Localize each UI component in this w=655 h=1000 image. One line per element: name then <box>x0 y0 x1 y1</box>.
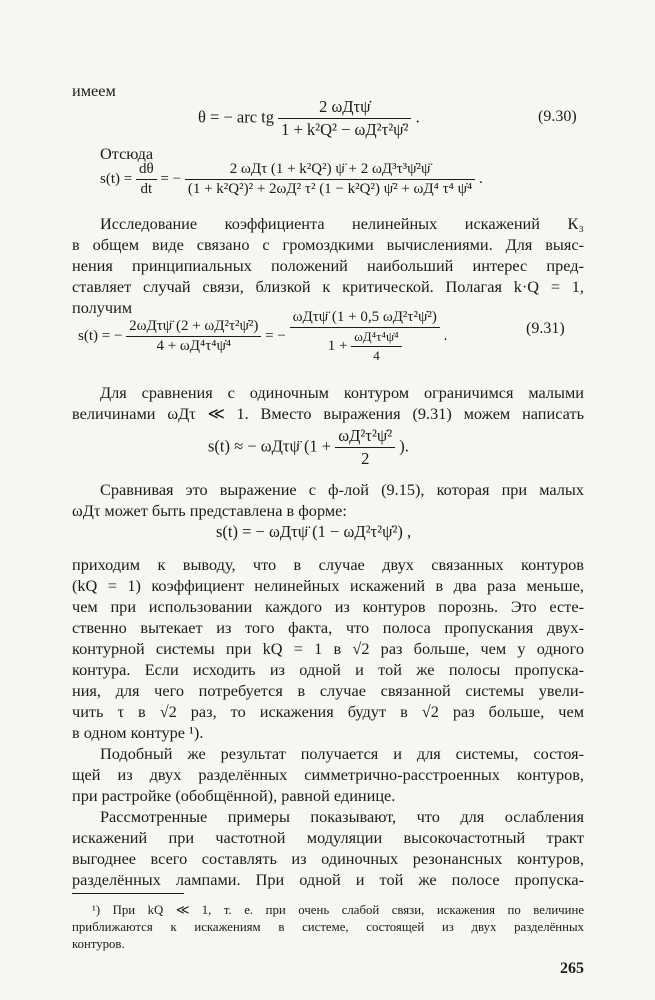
text-line: нения принципиальных положений наибольший интерес пред- <box>72 256 584 275</box>
text-line: имеем <box>72 81 116 100</box>
text-line: чить τ в √2 раз, то искажения будут в √2 раз больше, чем <box>72 702 584 721</box>
text-line: в общем виде связано с громоздкими вычислениями. Для выяс- <box>72 235 584 254</box>
text-line: контура. Если исходить из одной и той же полосы пропуска- <box>72 660 584 679</box>
eq-numerator: 2 ωДτψ̇ <box>278 97 411 119</box>
text-line: контурной системы при kQ = 1 в √2 раз больше, чем у одного <box>72 639 584 658</box>
text-line: ния, для чего потребуется в случае связанной системы увели- <box>72 681 584 700</box>
eq-numerator: 2 ωДτ (1 + k²Q²) ψ̈ + 2 ωД³τ³ψ̇²ψ̈ <box>185 161 475 180</box>
text-line: щей из двух разделённых симметрично-расстроенных контуров, <box>72 765 584 784</box>
eq-paren: (1 + <box>303 436 332 456</box>
text-line: величинами ωДτ ≪ 1. Вместо выражения (9.31) можем написать <box>72 404 584 423</box>
eq-operator: = − <box>160 170 182 187</box>
eq-lhs: s(t) = − <box>78 327 123 344</box>
text-line: приходим к выводу, что в случае двух связанных контуров <box>72 555 584 574</box>
eq-lhs: s(t) = <box>100 170 133 187</box>
page-number: 265 <box>560 960 584 977</box>
text-line: (kQ = 1) коэффициент нелинейных искажений в два раза меньше, <box>72 576 584 595</box>
text-line: выгоднее всего составлять из одиночных резонансных контуров, <box>72 849 584 868</box>
eq-denominator: 2 <box>361 449 370 468</box>
eq-term: 1 + <box>327 337 348 354</box>
eq-denominator <box>290 328 440 364</box>
eq-paren: ). <box>399 436 409 456</box>
eq-fraction <box>278 97 411 140</box>
eq-numerator: 2ωДτψ̈ (2 + ωД²τ²ψ̇²) <box>126 318 261 337</box>
text-line: Для сравнения с одиночным контуром ограничимся малыми <box>100 383 584 402</box>
text-line: ставляет случай связи, близкой к критической. Полагая k·Q = 1, <box>72 277 584 296</box>
eq-lhs: θ = − arc tg <box>198 107 274 127</box>
text-line: искажений при частотной модуляции высокочастотный тракт <box>72 828 584 847</box>
eq-fraction <box>126 318 261 355</box>
eq-numerator: dθ <box>136 161 157 180</box>
equation-9-31: s(t) = − $\frac{\text{2ωДτψ̈ (2 + ωД²τ²ψ̇²)}}{\text{4 + ωД⁴τ⁴ψ̇⁴}}$ = − ωДτψ̈ (1 + 0,5 ωД²τ²ψ̇²) 1 + $\frac{\text{ωД⁴τ⁴ψ̇⁴}}{4}$ . <box>78 309 448 363</box>
text-line: Отсюда <box>100 144 154 163</box>
text-line: ственно вытекает из того факта, что полоса пропускания двух- <box>72 618 584 637</box>
eq-fraction <box>136 161 157 198</box>
eq-fraction <box>335 426 395 469</box>
equation-form: s(t) = − ωДτψ̈ (1 − ωД²τ²ψ̇²) , <box>216 522 412 541</box>
text-line: при растройке (обобщённой), равной единице. <box>72 786 396 805</box>
eq-denominator: 1 + k²Q² − ωД²τ²ψ̇² <box>281 120 409 139</box>
equation-approx <box>208 426 409 469</box>
text-line: ωДτ может быть представлена в форме: <box>72 501 347 520</box>
equation-9-30: θ = − arc tg $\frac{\text{2 ωДτψ̇}}{\text{1 + k²Q² − ωД²τ²ψ̇²}}$ . <box>198 97 420 139</box>
text-line: Подобный же результат получается и для системы, состоя- <box>100 744 584 763</box>
footnote-line: контуров. <box>72 937 125 951</box>
equation-st: s(t) = $\frac{d\theta}{dt}$ = − $\frac{\text{2 ωДτ (1 + k²Q²) ψ̈ + 2 ωД³τ³ψ̇²ψ̈}}{\text{(1 + k²Q²)² + 2ωД² τ² (1 − k²Q²) ψ̇² + ωД⁴ τ⁴ ψ̇⁴}}$ . <box>100 161 483 197</box>
eq-fraction <box>185 161 475 198</box>
eq-fraction <box>351 329 401 364</box>
eq-numerator: ωДτψ̈ (1 + 0,5 ωД²τ²ψ̇²) <box>290 309 440 328</box>
text-line: Сравнивая это выражение с ф-лой (9.15), которая при малых <box>100 480 584 499</box>
eq-numerator: ωД²τ²ψ̇² <box>335 426 395 448</box>
text-line: Исследование коэффициента нелинейных искажений К₃ <box>100 214 584 233</box>
footnote-rule <box>72 893 184 894</box>
eq-denominator: (1 + k²Q²)² + 2ωД² τ² (1 − k²Q²) ψ̇² + ωД⁴ τ⁴ ψ̇⁴ <box>187 181 473 197</box>
footnote-line: приближаются к искажениям в системе, состоящей из двух разделённых <box>72 920 584 934</box>
eq-lhs: s(t) ≈ − ωДτψ̈ <box>208 436 300 456</box>
eq-denominator: 4 <box>373 348 380 363</box>
text-line: чем при использовании каждого из контуров порознь. Это есте- <box>72 597 584 616</box>
text-line: разделённых лампами. При одной и той же полосе пропуска- <box>72 870 584 889</box>
text-line: получим <box>72 298 133 317</box>
footnote-line: ¹) При kQ ≪ 1, т. е. при очень слабой связи, искажения по величине <box>92 903 584 917</box>
eq-denominator: 4 + ωД⁴τ⁴ψ̇⁴ <box>156 338 232 354</box>
eq-operator: = − <box>265 327 286 344</box>
text-line: в одном контуре ¹). <box>72 723 204 742</box>
text-line: Рассмотренные примеры показывают, что для ослабления <box>100 807 584 826</box>
eq-numerator: ωД⁴τ⁴ψ̇⁴ <box>351 329 401 347</box>
equation-number: (9.30) <box>538 108 577 125</box>
eq-denominator: dt <box>140 181 153 197</box>
eq-fraction <box>290 309 440 364</box>
equation-number: (9.31) <box>526 320 565 337</box>
